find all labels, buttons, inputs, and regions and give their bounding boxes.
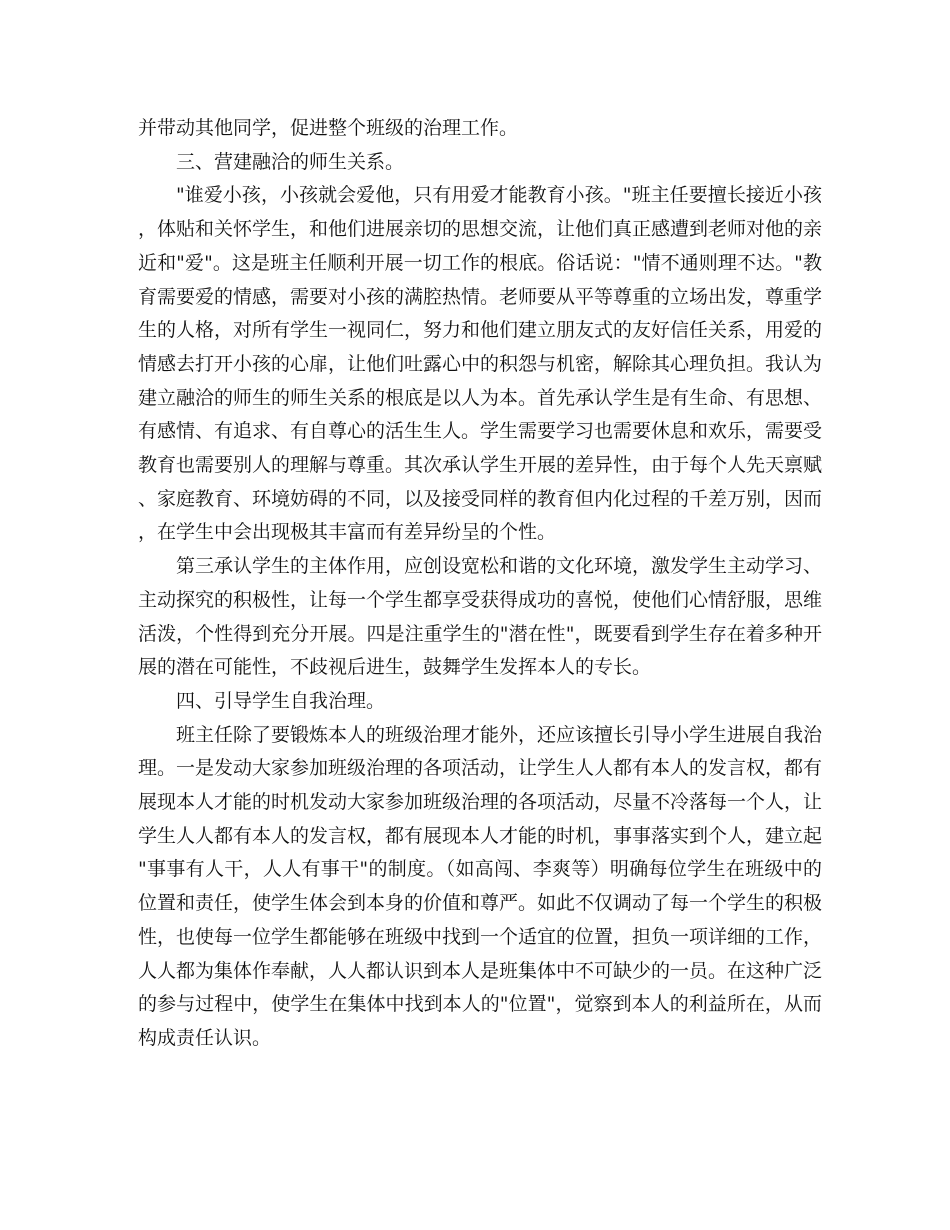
paragraph: "谁爱小孩，小孩就会爱他，只有用爱才能教育小孩。"班主任要擅长接近小孩，体贴和关怀学生，和他们进展亲切的思想交流，让他们真正感遭到老师对他的亲近和"爱"。这是班主任顺利开展一切工作的根底。俗话说："情不通则理不达。"教育需要爱的情感，需要对小孩的满腔热情。老师要从平等尊重的立场出发，尊重学生的人格，对所有学生一视同仁，努力和他们建立朋友式的友好信任关系，用爱的情感去打开小孩的心扉，让他们吐露心中的积怨与机密，解除其心理负担。我认为建立融洽的师生的师生关系的根底是以人为本。首先承认学生是有生命、有思想、有感情、有追求、有自尊心的活生生人。学生需要学习也需要休息和欢乐，需要受教育也需要别人的理解与尊重。其次承认学生开展的差异性，由于每个人先天禀赋、家庭教育、环境妨碍的不同，以及接受同样的教育但内化过程的千差万别，因而，在学生中会出现极其丰富而有差异纷呈的个性。 — [138, 184, 823, 544]
paragraph: 班主任除了要锻炼本人的班级治理才能外，还应该擅长引导小学生进展自我治理。一是发动大家参加班级治理的各项活动，让学生人人都有本人的发言权，都有展现本人才能的时机发动大家参加班级治理的各项活动，尽量不冷落每一个人，让学生人人都有本人的发言权，都有展现本人才能的时机，事事落实到个人，建立起"事事有人干，人人有事干"的制度。（如高闯、李爽等）明确每位学生在班级中的位置和责任，使学生体会到本身的价值和尊严。如此不仅调动了每一个学生的积极性，也使每一位学生都能够在班级中找到一个适宜的位置，担负一项详细的工作，人人都为集体作奉献，人人都认识到本人是班集体中不可缺少的一员。在这种广泛的参与过程中，使学生在集体中找到本人的"位置"，觉察到本人的利益所在，从而构成责任认识。 — [138, 723, 823, 1049]
document-body — [138, 112, 822, 1056]
section-heading-3: 三、营建融洽的师生关系。 — [176, 150, 405, 173]
paragraph: 第三承认学生的主体作用，应创设宽松和谐的文化环境，激发学生主动学习、主动探究的积极性，让每一个学生都享受获得成功的喜悦，使他们心情舒服，思维活泼，个性得到充分开展。四是注重学生的"潜在性"，既要看到学生存在着多种开展的潜在可能性，不歧视后进生，鼓舞学生发挥本人的专长。 — [138, 555, 823, 679]
paragraph-continuation: 并带动其他同学，促进整个班级的治理工作。 — [138, 117, 519, 139]
section-heading-4: 四、引导学生自我治理。 — [176, 689, 386, 712]
